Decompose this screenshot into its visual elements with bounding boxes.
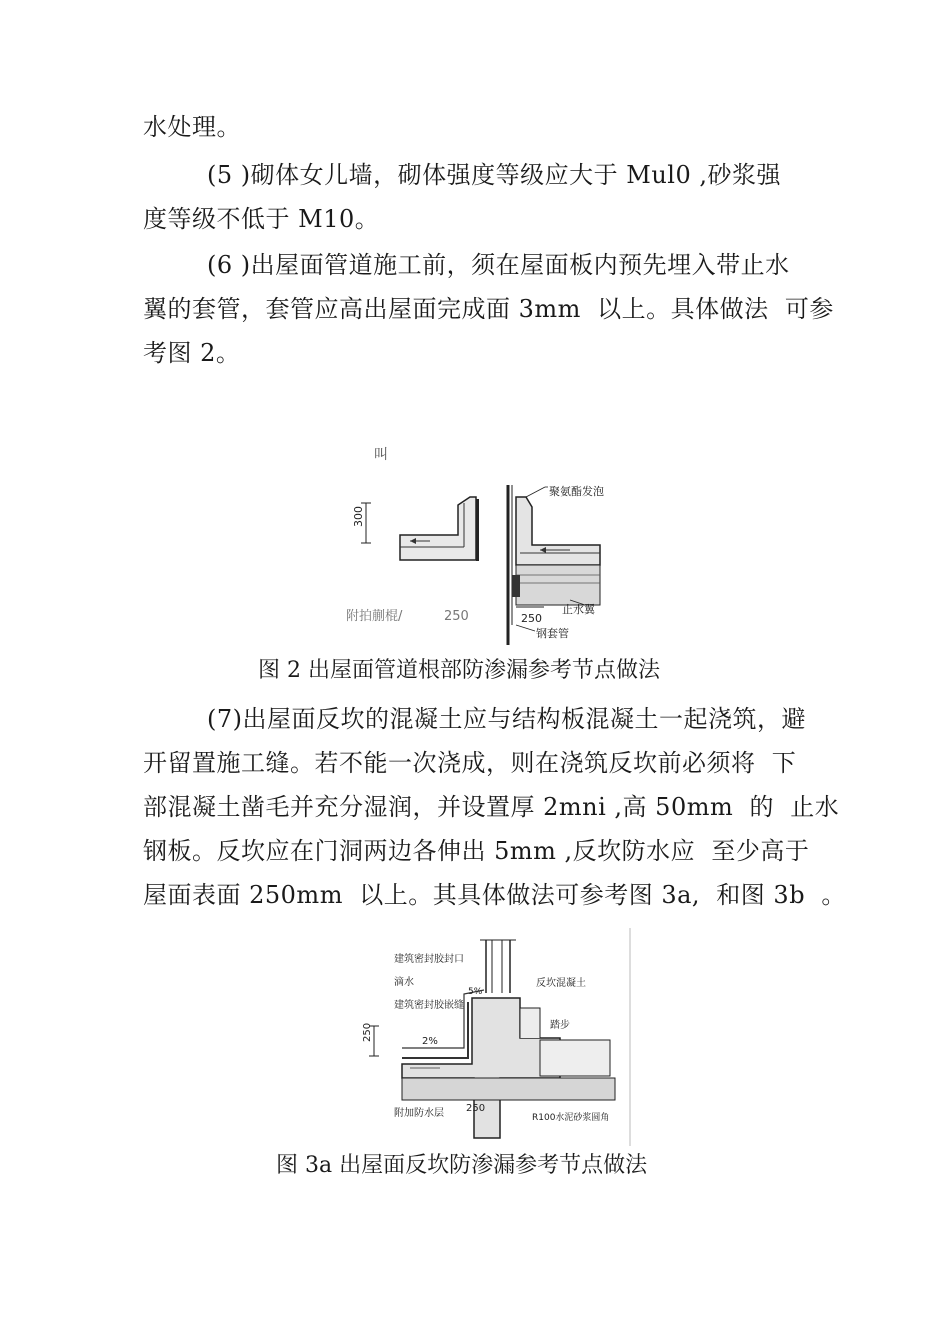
right-detail-shape <box>516 497 600 565</box>
waterstop-label: 止水翼 <box>562 603 595 616</box>
faded-250: 250 <box>444 609 469 624</box>
dim-250-label: 250 <box>521 612 542 625</box>
extra-layer-label: 附加防水层 <box>394 1108 444 1119</box>
figure-2-diagram <box>330 435 630 650</box>
paragraph-line: (6 )出屋面管道施工前，须在屋面板内预先埋入带止水 <box>207 251 790 279</box>
dim-250-bottom: 250 <box>466 1103 486 1114</box>
paragraph-line: 屋面表面 250mm 以上。其具体做法可参考图 3a, 和图 3b 。 <box>143 881 846 909</box>
paragraph-line: 度等级不低于 M10。 <box>143 205 380 233</box>
paragraph-line: 部混凝土凿毛并充分湿润，并设置厚 2mni ,高 50mm 的 止水 <box>143 793 840 821</box>
figure-3a-diagram <box>350 928 640 1148</box>
dim-250-left: 250 <box>362 1022 373 1042</box>
dim-300-label: 300 <box>352 506 365 527</box>
seal-embed-label: 建筑密封胶嵌缝 <box>394 1000 464 1011</box>
seal-top-label: 建筑密封胶封口 <box>394 954 464 965</box>
paragraph-line: 考图 2。 <box>143 339 241 367</box>
paragraph-line: 水处理。 <box>143 113 241 141</box>
paragraph-line: 翼的套管，套管应高出屋面完成面 3mm 以上。具体做法 可参 <box>143 295 834 323</box>
curb-concrete-label: 反坎混凝土 <box>536 978 586 989</box>
figure-2-caption: 图 2 出屋面管道根部防渗漏参考节点做法 <box>258 658 660 683</box>
step-label: 踏步 <box>550 1020 570 1031</box>
drip-label: 滴水 <box>394 977 414 988</box>
fillet-label: R100水泥砂浆圆角 <box>532 1113 610 1123</box>
foam-label: 聚氨酯发泡 <box>549 485 604 498</box>
paragraph-line: 开留置施工缝。若不能一次浇成，则在浇筑反坎前必须将 下 <box>143 749 797 777</box>
faded-label: 附拍蒯棍/ <box>346 609 403 624</box>
sleeve-label: 钢套管 <box>536 627 569 640</box>
figure-3a-caption: 图 3a 出屋面反坎防渗漏参考节点做法 <box>276 1153 648 1178</box>
paragraph-line: (5 )砌体女儿墙，砌体强度等级应大于 Mul0 ,砂浆强 <box>207 161 781 189</box>
left-detail-shape <box>400 497 476 560</box>
waterstop-wing <box>512 575 520 597</box>
paragraph-line: 钢板。反坎应在门洞两边各伸出 5mm ,反坎防水应 至少高于 <box>143 837 810 865</box>
slope-label: 2% <box>422 1036 438 1047</box>
stray-mark: 叫 <box>374 447 388 463</box>
slope-top-label: 5% <box>468 987 483 997</box>
paragraph-line: (7)出屋面反坎的混凝土应与结构板混凝土一起浇筑，避 <box>207 705 806 733</box>
